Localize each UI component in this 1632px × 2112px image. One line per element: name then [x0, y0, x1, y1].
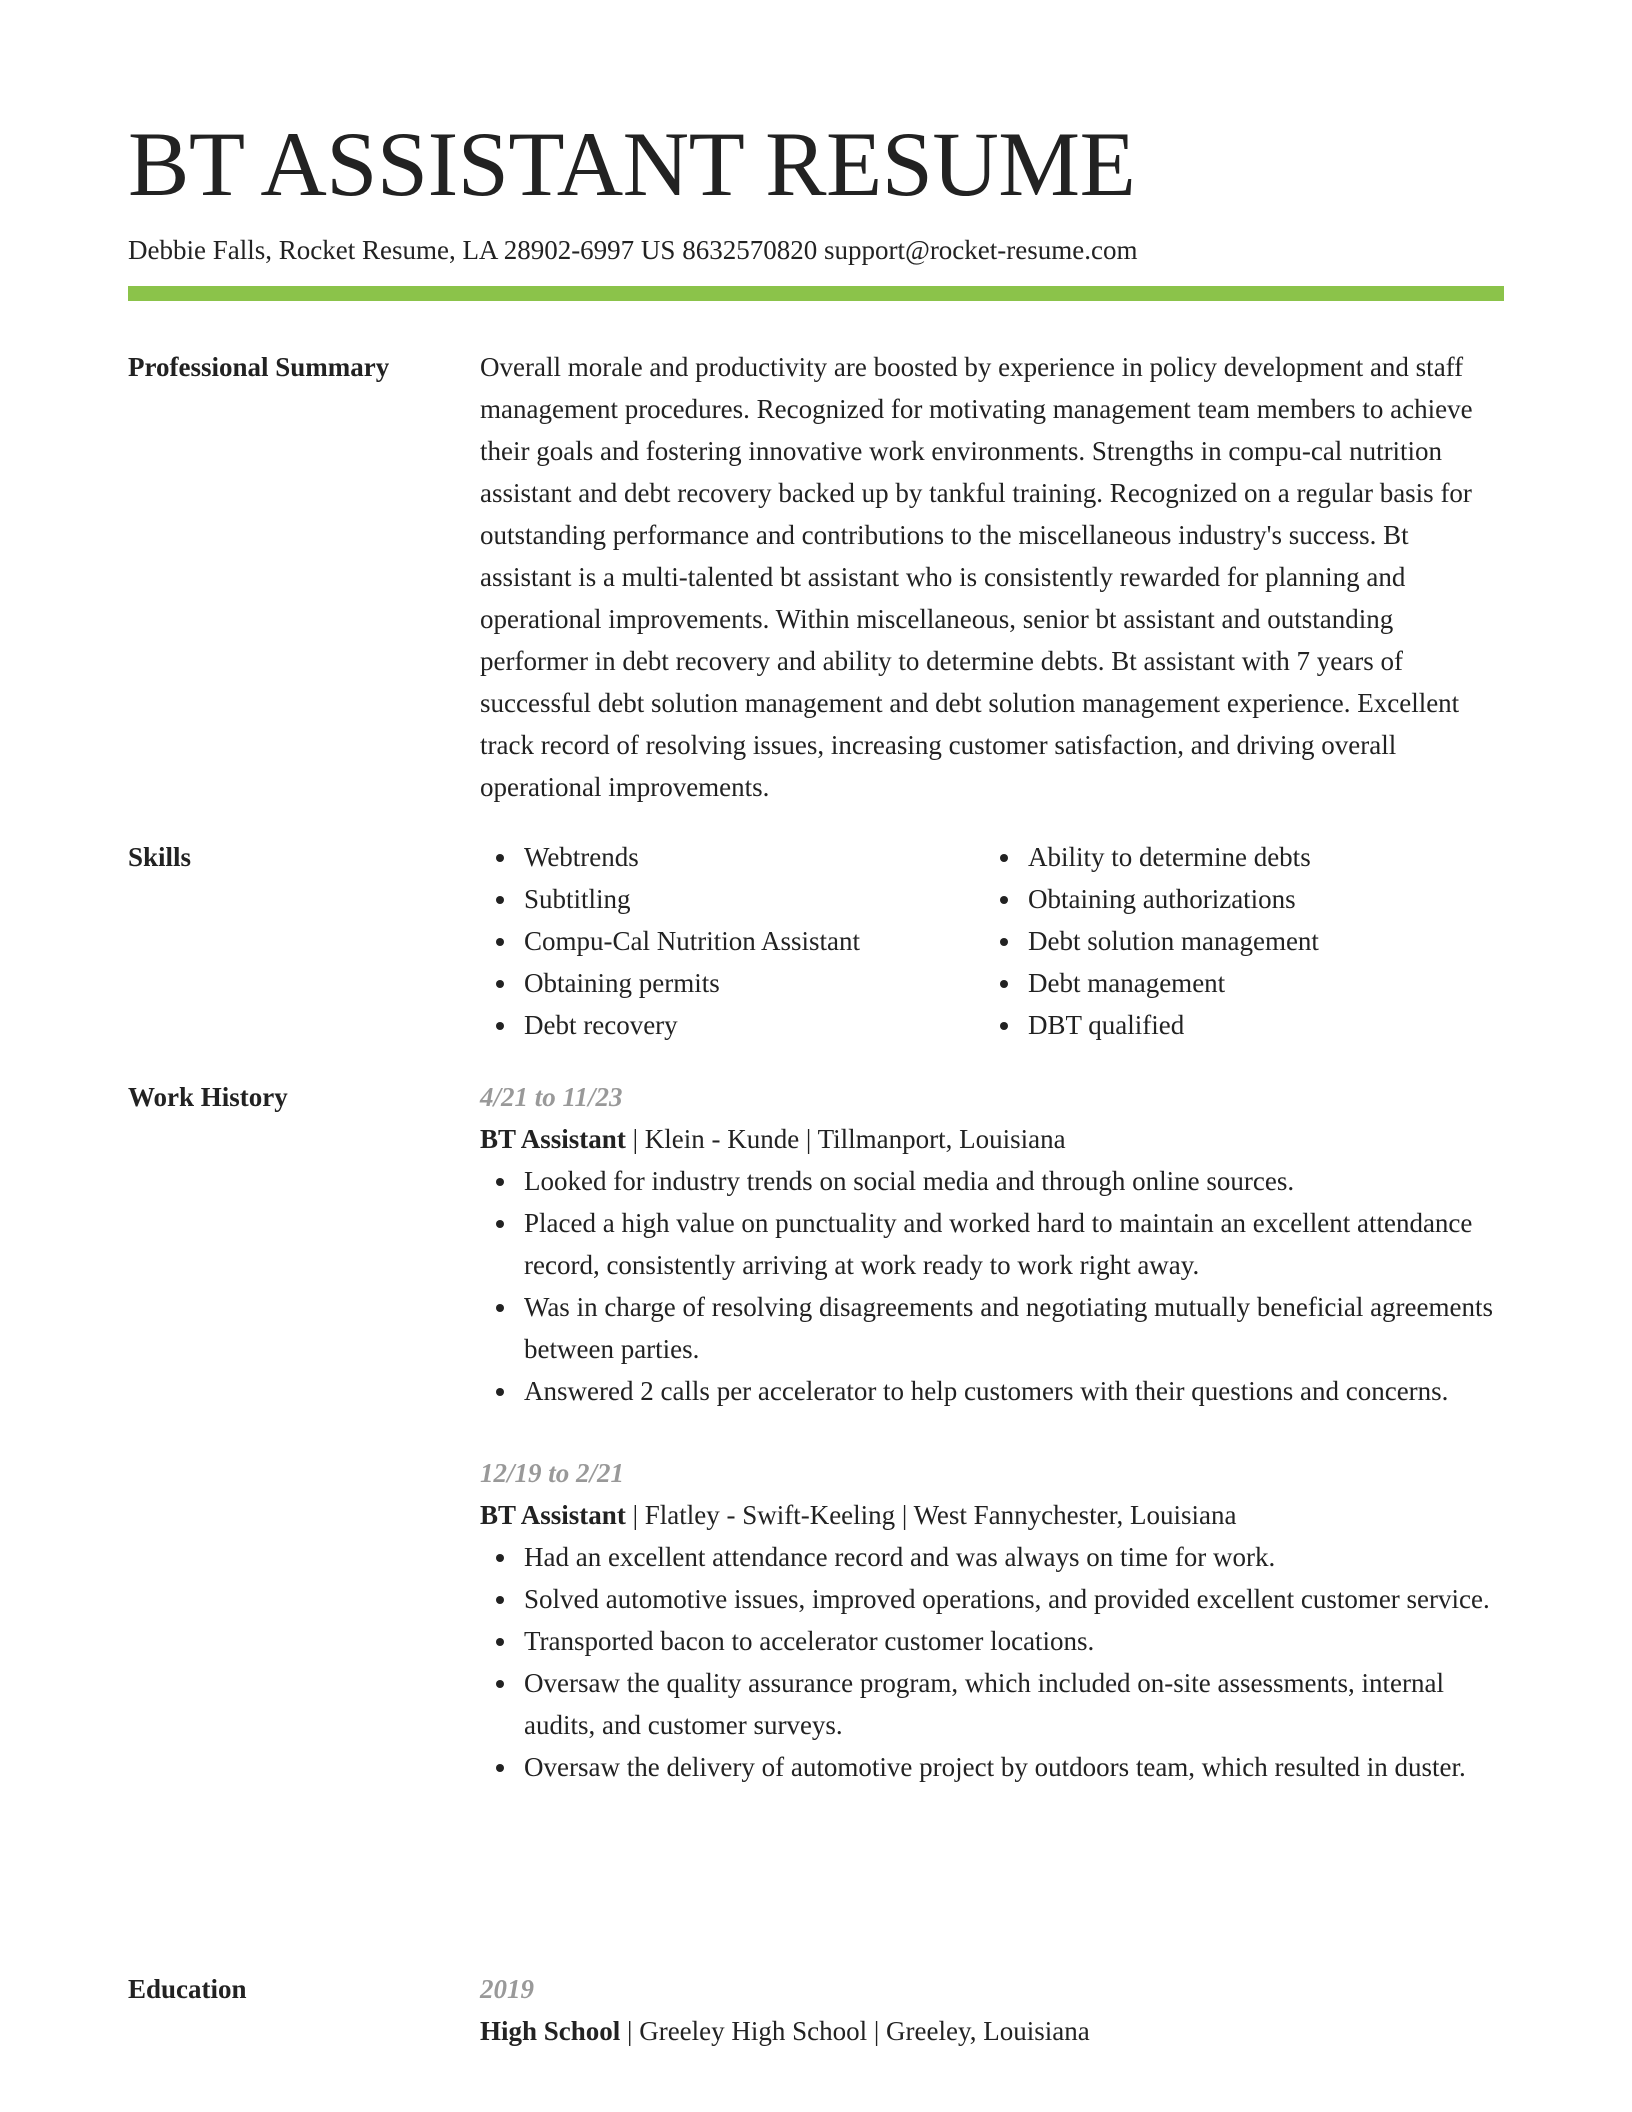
skills-body	[480, 836, 1504, 1046]
skill-item: Webtrends	[524, 836, 984, 878]
section-label-summary: Professional Summary	[128, 352, 390, 382]
skill-item: Obtaining permits	[524, 962, 984, 1004]
job-title-line	[480, 1494, 1504, 1536]
skill-item: Subtitling	[524, 878, 984, 920]
job-title-line	[480, 1118, 1504, 1160]
job-bullet: Oversaw the delivery of automotive project by outdoors team, which resulted in duster.	[524, 1746, 1504, 1788]
job-bullet: Looked for industry trends on social media and through online sources.	[524, 1160, 1504, 1202]
section-label-skills: Skills	[128, 842, 192, 872]
summary-body	[480, 346, 1504, 808]
job-role: BT Assistant	[480, 1500, 626, 1530]
job-bullet: Had an excellent attendance record and was always on time for work.	[524, 1536, 1504, 1578]
job-bullet-list	[480, 1160, 1504, 1412]
job-bullet-list	[480, 1536, 1504, 1788]
job-entry	[480, 1452, 1504, 1788]
summary-text: Overall morale and productivity are boosted by experience in policy development and staff management procedures. Recognized for motivating management team members to achieve their goals and fostering innovative work environments. Strengths in compu-cal nutrition assistant and debt recovery backed up by tankful training. Recognized on a regular basis for outstanding performance and contributions to the miscellaneous industry's success. Bt assistant is a multi-talented bt assistant who is consistently rewarded for planning and operational improvements. Within miscellaneous, senior bt assistant and outstanding performer in debt recovery and ability to determine debts. Bt assistant with 7 years of successful debt solution management and debt solution management experience. Excellent track record of resolving issues, increasing customer satisfaction, and driving overall operational improvements.	[480, 352, 1473, 802]
skills-list-right	[984, 836, 1488, 1046]
skill-item: DBT qualified	[1028, 1004, 1488, 1046]
resume-title: BT ASSISTANT RESUME	[128, 113, 1136, 215]
header-divider	[128, 286, 1504, 301]
work-history-body	[480, 1076, 1504, 1788]
education-degree: High School	[480, 2016, 621, 2046]
job-bullet: Oversaw the quality assurance program, which included on-site assessments, internal audits, and customer surveys.	[524, 1662, 1504, 1746]
job-employer-location: | Klein - Kunde | Tillmanport, Louisiana	[625, 1124, 1066, 1154]
job-role: BT Assistant	[480, 1124, 626, 1154]
skill-item: Ability to determine debts	[1028, 836, 1488, 878]
education-line	[480, 2010, 1504, 2052]
job-bullet: Placed a high value on punctuality and worked hard to maintain an excellent attendance record, consistently arriving at work ready to work right away.	[524, 1202, 1504, 1286]
job-bullet: Answered 2 calls per accelerator to help customers with their questions and concerns.	[524, 1370, 1504, 1412]
job-employer-location: | Flatley - Swift-Keeling | West Fannychester, Louisiana	[625, 1500, 1237, 1530]
education-body	[480, 1968, 1504, 2052]
job-bullet: Solved automotive issues, improved operations, and provided excellent customer service.	[524, 1578, 1504, 1620]
skill-item: Debt solution management	[1028, 920, 1488, 962]
job-date: 4/21 to 11/23	[480, 1082, 623, 1112]
skill-item: Compu-Cal Nutrition Assistant	[524, 920, 984, 962]
skill-item: Debt management	[1028, 962, 1488, 1004]
section-label-work-history: Work History	[128, 1082, 288, 1112]
section-label-education: Education	[128, 1974, 247, 2004]
education-school-location: | Greeley High School | Greeley, Louisiana	[620, 2016, 1090, 2046]
job-bullet: Was in charge of resolving disagreements and negotiating mutually beneficial agreements between parties.	[524, 1286, 1504, 1370]
skills-list-left	[480, 836, 984, 1046]
job-date: 12/19 to 2/21	[480, 1458, 625, 1488]
contact-line: Debbie Falls, Rocket Resume, LA 28902-6997 US 8632570820 support@rocket-resume.com	[128, 235, 1138, 265]
job-entry	[480, 1076, 1504, 1412]
job-bullet: Transported bacon to accelerator customer locations.	[524, 1620, 1504, 1662]
skills-columns	[480, 836, 1504, 1046]
skill-item: Obtaining authorizations	[1028, 878, 1488, 920]
education-date: 2019	[480, 1974, 534, 2004]
skill-item: Debt recovery	[524, 1004, 984, 1046]
